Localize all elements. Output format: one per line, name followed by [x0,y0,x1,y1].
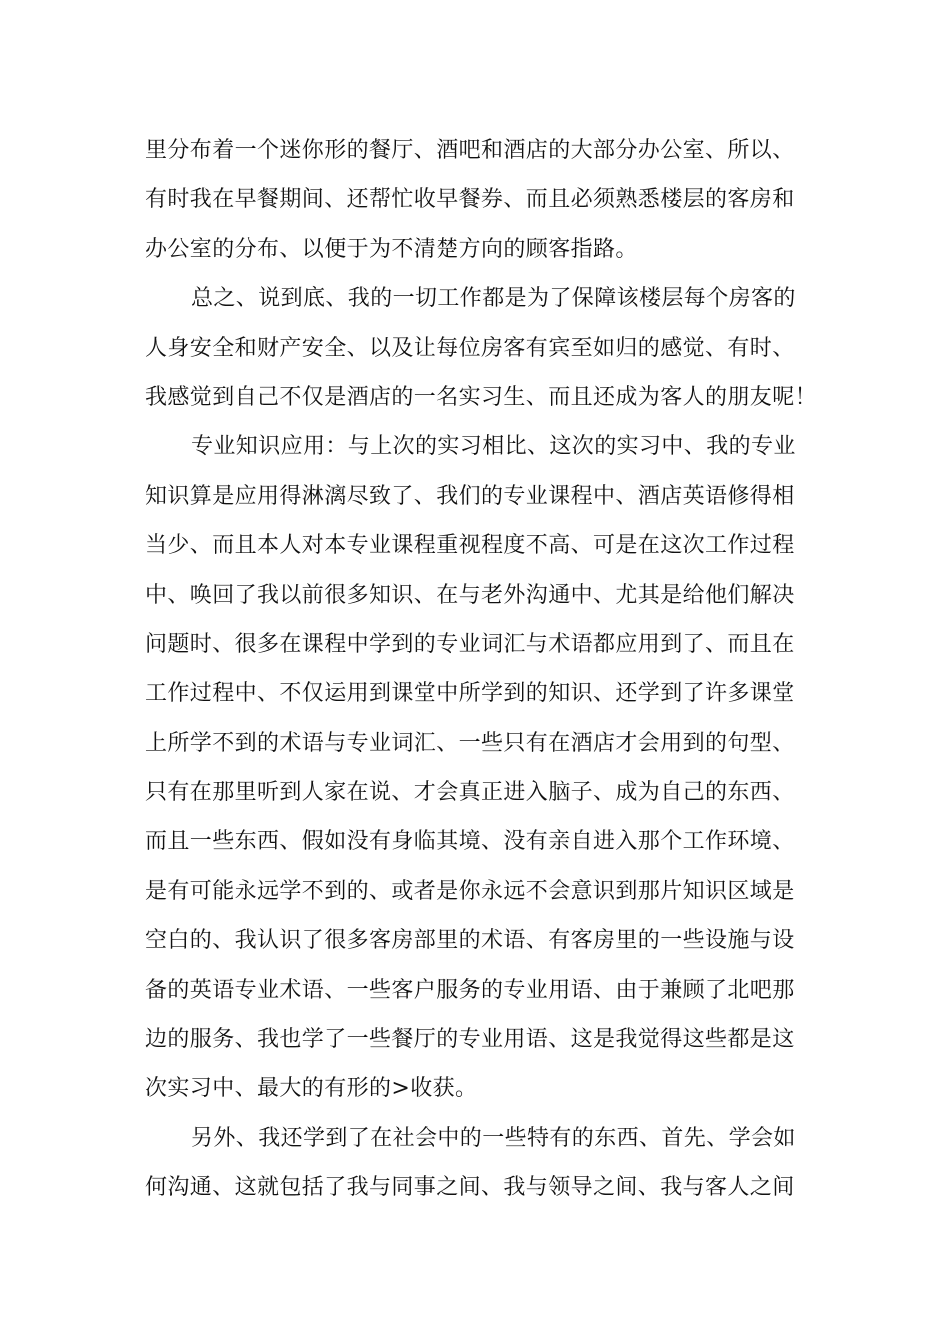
text-line: 空白的、我认识了很多客房部里的术语、有客房里的一些设施与设 [145,928,795,954]
text-line: 办公室的分布、以便于为不清楚方向的顾客指路。 [145,236,638,262]
text-line: 是有可能永远学不到的、或者是你永远不会意识到那片知识区域是 [145,878,795,904]
text-line: 上所学不到的术语与专业词汇、一些只有在酒店才会用到的句型、 [145,730,795,756]
text-line: 里分布着一个迷你形的餐厅、酒吧和酒店的大部分办公室、所以、 [145,138,795,163]
text-line: 人身安全和财产安全、以及让每位房客有宾至如归的感觉、有时、 [145,335,795,361]
text-line: 只有在那里听到人家在说、才会真正进入脑子、成为自己的东西、 [145,780,795,806]
text-line: 边的服务、我也学了一些餐厅的专业用语、这是我觉得这些都是这 [145,1027,795,1053]
body-text [145,126,825,1213]
text-line: 而且一些东西、假如没有身临其境、没有亲自进入那个工作环境、 [145,829,795,855]
text-line: 另外、我还学到了在社会中的一些特有的东西、首先、学会如 [191,1125,796,1151]
text-line: 当少、而且本人对本专业课程重视程度不高、可是在这次工作过程 [145,533,795,559]
text-line: 问题时、很多在课程中学到的专业词汇与术语都应用到了、而且在 [145,631,795,657]
text-line: 有时我在早餐期间、还帮忙收早餐券、而且必须熟悉楼层的客房和 [145,187,795,213]
text-line: 何沟通、这就包括了我与同事之间、我与领导之间、我与客人之间 [145,1175,795,1201]
text-line: 知识算是应用得淋漓尽致了、我们的专业课程中、酒店英语修得相 [145,483,795,509]
text-line: 我感觉到自己不仅是酒店的一名实习生、而且还成为客人的朋友呢！ [145,384,818,410]
text-line: 次实习中、最大的有形的>收获。 [145,1076,478,1102]
text-line: 工作过程中、不仅运用到课堂中所学到的知识、还学到了许多课堂 [145,681,795,707]
text-line: 备的英语专业术语、一些客户服务的专业用语、由于兼顾了北吧那 [145,977,795,1003]
text-line: 中、唤回了我以前很多知识、在与老外沟通中、尤其是给他们解决 [145,582,795,608]
text-line: 总之、说到底、我的一切工作都是为了保障该楼层每个房客的 [191,286,796,312]
text-line: 专业知识应用：与上次的实习相比、这次的实习中、我的专业 [191,434,796,460]
